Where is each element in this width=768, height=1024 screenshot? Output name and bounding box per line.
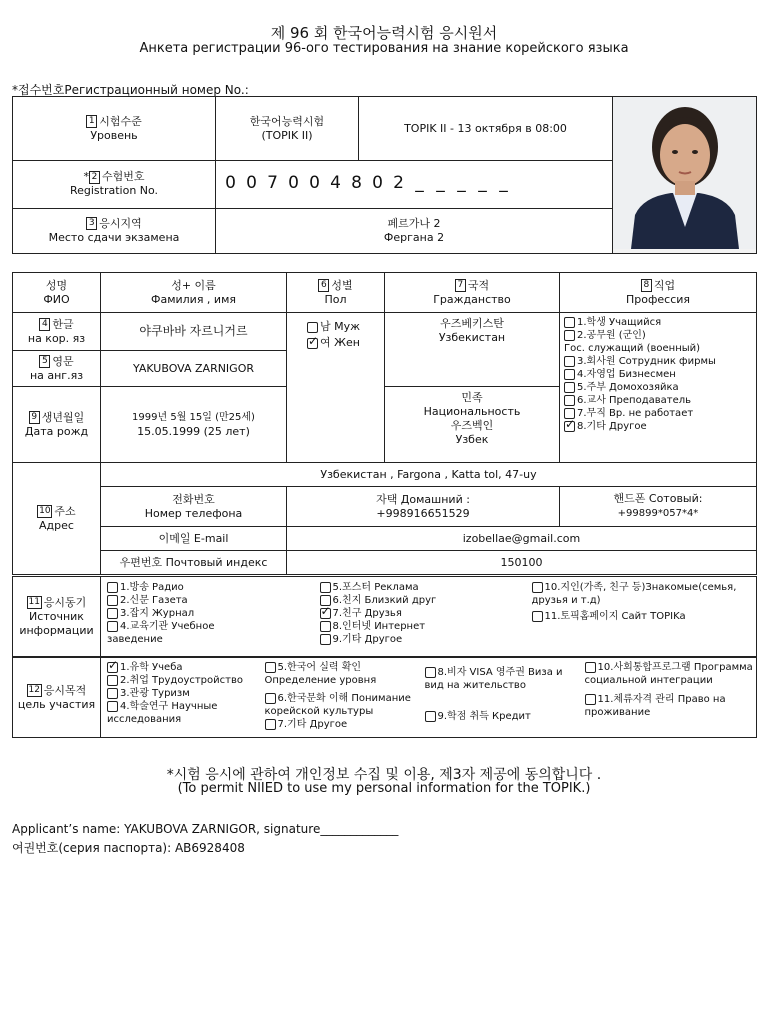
phone-label-ru: Номер телефона <box>144 506 243 520</box>
field-number: 9 <box>29 411 40 424</box>
source-col-3 <box>528 577 757 657</box>
checkbox-icon[interactable] <box>107 582 118 593</box>
source-header <box>13 577 101 657</box>
checkbox-icon[interactable] <box>564 317 575 328</box>
purpose-label: 7.기타 Другое <box>277 719 348 730</box>
source-label: 5.포스터 Реклама <box>332 582 419 593</box>
source-option-newspaper[interactable] <box>107 594 314 607</box>
job-label: 7.무직 Вр. не работает <box>577 408 694 419</box>
postal-label: 우편번호 Почтовый индекс <box>119 555 268 569</box>
place-value-cell <box>216 208 613 253</box>
field-number: 6 <box>318 279 329 292</box>
source-option-internet[interactable] <box>320 620 528 633</box>
checkbox-icon[interactable] <box>564 330 575 341</box>
address-header <box>13 463 101 575</box>
checkbox-checked-icon[interactable] <box>307 338 318 349</box>
purpose-option-credit[interactable] <box>425 710 581 723</box>
place-label-ko: 응시지역 <box>99 216 142 230</box>
korean-name-label-ru: на кор. яз <box>27 331 86 345</box>
dob-label-ru: Дата рожд <box>24 424 89 438</box>
fio-header-ru: Фамилия , имя <box>150 292 236 306</box>
english-name-text: YAKUBOVA ZARNIGOR <box>132 361 255 375</box>
sex-options-cell <box>287 313 385 463</box>
address-label-ko: 주소 <box>54 504 76 518</box>
ethnicity-value-ru: Узбек <box>455 433 489 446</box>
email-label: 이메일 E-mail <box>158 531 229 545</box>
purpose-option-culture[interactable] <box>265 692 421 718</box>
purpose-option-research[interactable] <box>107 700 261 726</box>
level-label-ru: Уровень <box>90 128 138 142</box>
job-options-cell <box>560 313 757 463</box>
checkbox-icon[interactable] <box>532 582 543 593</box>
checkbox-icon[interactable] <box>107 595 118 606</box>
job-option-official[interactable] <box>564 329 754 342</box>
mobile-phone-label: 핸드폰 Сотовый: <box>613 492 703 505</box>
job-option-unemployed[interactable] <box>564 407 754 420</box>
applicant-name-signature: Applicant’s name: YAKUBOVA ZARNIGOR, signature_____________ <box>12 822 399 836</box>
digit: _ <box>499 173 508 194</box>
source-option-topik-site[interactable] <box>532 610 753 623</box>
source-option-other[interactable] <box>320 633 528 646</box>
place-label-ru: Место сдачи экзамена <box>48 230 180 244</box>
personal-info-table <box>12 272 757 575</box>
checkbox-checked-icon[interactable] <box>107 662 118 673</box>
sex-female-label: 여 Жен <box>320 336 360 349</box>
registration-label-ko: 수험번호 <box>101 170 145 184</box>
dob-label-ko: 생년월일 <box>41 410 85 424</box>
purpose-col-4 <box>581 658 757 738</box>
purpose-option-other[interactable] <box>265 718 421 731</box>
source-label: 1.방송 Радио <box>120 582 184 593</box>
name-header-ko: 성명 <box>45 278 68 292</box>
english-name-label-ko: 영문 <box>52 354 74 368</box>
email-value <box>287 527 757 551</box>
source-label: 7.친구 Друзья <box>332 608 402 619</box>
checkbox-icon[interactable] <box>320 634 331 645</box>
purpose-col-2 <box>261 658 421 738</box>
purpose-label: 5.한국어 실력 확인 Определение уровня <box>264 662 377 686</box>
sex-header-cell <box>287 273 385 313</box>
source-label: 10.지인(가족, 친구 등)Знакомые(семья, друзья и т.д) <box>531 582 737 606</box>
source-option-radio[interactable] <box>107 581 314 594</box>
purpose-label: 2.취업 Трудоустройство <box>120 675 243 686</box>
job-option-student[interactable] <box>564 316 754 329</box>
job-label: 8.기타 Другое <box>577 421 647 432</box>
name-header-cell <box>13 273 101 313</box>
source-label-ru2: информации <box>19 623 94 637</box>
job-option-other[interactable] <box>564 420 754 433</box>
nationality-value-ru: Узбекистан <box>438 331 506 344</box>
job-label: 1.학생 Учащийся <box>577 317 662 328</box>
exam-date: TOPIK II - 13 октября в 08:00 <box>404 121 567 135</box>
checkbox-icon[interactable] <box>265 693 276 704</box>
postal-text: 150100 <box>500 555 543 569</box>
checkbox-icon[interactable] <box>564 369 575 380</box>
nationality-header-ko: 국적 <box>467 278 490 292</box>
postal-value <box>287 551 757 575</box>
ethnicity-label-ko: 민족 <box>461 391 483 404</box>
level-value-en: (TOPIK II) <box>261 128 313 142</box>
checkbox-icon[interactable] <box>107 608 118 619</box>
digit: 4 <box>330 173 341 194</box>
checkbox-icon[interactable] <box>307 322 318 333</box>
email-header <box>101 527 287 551</box>
source-label-ko: 응시동기 <box>43 595 87 609</box>
dob-value-ru: 15.05.1999 (25 лет) <box>137 425 250 438</box>
dob-header <box>13 387 101 463</box>
english-name-label-ru: на анг.яз <box>29 368 84 382</box>
checkbox-icon[interactable] <box>107 621 118 632</box>
checkbox-icon[interactable] <box>107 675 118 686</box>
nationality-header-cell <box>385 273 560 313</box>
job-option-official-ru <box>564 342 754 355</box>
level-label-ko: 시험수준 <box>99 114 142 128</box>
purpose-label-ko: 응시목적 <box>43 683 87 697</box>
sex-male-label: 남 Муж <box>320 320 361 333</box>
checkbox-checked-icon[interactable] <box>564 421 575 432</box>
korean-name-label-ko: 한글 <box>52 317 74 331</box>
purpose-option-employment[interactable] <box>107 674 261 687</box>
checkbox-icon[interactable] <box>265 662 276 673</box>
place-value-ru: Фергана 2 <box>383 230 445 244</box>
field-number: 1 <box>86 115 97 128</box>
checkbox-icon[interactable] <box>532 611 543 622</box>
source-label: заведение <box>107 634 163 645</box>
source-label: 8.인터넷 Интернет <box>332 621 426 632</box>
name-header-ru: ФИО <box>43 292 70 306</box>
field-number: 11 <box>28 597 40 607</box>
dob-value-ko: 1999년 5월 15일 (만25세) <box>132 412 255 423</box>
checkbox-icon[interactable] <box>585 694 596 705</box>
purpose-label-ru: цель участия <box>17 697 96 711</box>
job-label: 3.회사원 Сотрудник фирмы <box>577 356 716 367</box>
checkbox-icon[interactable] <box>425 667 436 678</box>
checkbox-icon[interactable] <box>564 395 575 406</box>
sex-option-male[interactable] <box>307 319 384 335</box>
field-number: 3 <box>86 217 97 230</box>
job-option-housewife[interactable] <box>564 381 754 394</box>
english-name-value <box>101 351 287 387</box>
ethnicity-label-ru: Национальность <box>423 405 521 418</box>
source-col-2 <box>314 577 528 657</box>
checkbox-icon[interactable] <box>320 582 331 593</box>
source-label: 2.신문 Газета <box>120 595 188 606</box>
source-option-institution-cont <box>107 633 314 646</box>
purpose-label: 3.관광 Туризм <box>120 688 190 699</box>
source-label: 6.친지 Близкий друг <box>332 595 437 606</box>
level-value-cell <box>216 97 359 161</box>
checkbox-icon[interactable] <box>320 621 331 632</box>
applicant-photo-image <box>613 97 756 249</box>
passport-number: 여권번호(серия паспорта): AB6928408 <box>12 841 245 855</box>
digit: 2 <box>393 173 404 194</box>
job-option-business[interactable] <box>564 368 754 381</box>
checkbox-icon[interactable] <box>107 688 118 699</box>
purpose-col-1 <box>101 658 261 738</box>
field-number: 7 <box>455 279 466 292</box>
sex-header-ko: 성별 <box>331 278 353 292</box>
consent-korean: *시험 응시에 관하여 개인정보 수집 및 이용, 제3자 제공에 동의합니다 . <box>166 767 602 783</box>
checkbox-icon[interactable] <box>265 719 276 730</box>
purpose-label: 9.학점 취득 Кредит <box>437 711 531 722</box>
purpose-option-integration[interactable] <box>585 661 755 687</box>
address-value <box>101 463 757 487</box>
purpose-table <box>12 657 757 738</box>
purpose-label: 10.사회통합프로그램 Программа социальной интеграции <box>584 662 753 686</box>
registration-number-digits <box>216 161 613 209</box>
job-option-teacher[interactable] <box>564 394 754 407</box>
place-value-ko: 페르가나 2 <box>387 216 441 230</box>
checkbox-checked-icon[interactable] <box>320 608 331 619</box>
job-label: 4.자영업 Бизнесмен <box>577 369 676 380</box>
sex-header-ru: Пол <box>324 292 347 306</box>
job-label: Гос. служащий (военный) <box>564 343 701 354</box>
source-table <box>12 576 757 657</box>
checkbox-icon[interactable] <box>425 711 436 722</box>
korean-name-header <box>13 313 101 351</box>
korean-name-value <box>101 313 287 351</box>
nationality-value-ko: 우즈베키스탄 <box>440 317 504 330</box>
form-title-korean: 제 96 회 한국어능력시험 응시원서 <box>270 24 498 42</box>
job-option-employee[interactable] <box>564 355 754 368</box>
email-text: izobellae@gmail.com <box>462 531 581 545</box>
registration-label-en: Registration No. <box>69 184 159 198</box>
ethnicity-value-ko: 우즈벡인 <box>450 419 494 432</box>
source-option-close-friend[interactable] <box>320 594 528 607</box>
purpose-option-study[interactable] <box>107 661 261 674</box>
source-col-1 <box>101 577 314 657</box>
digit: _ <box>457 173 466 194</box>
ethnicity-cell <box>385 387 560 463</box>
source-option-poster[interactable] <box>320 581 528 594</box>
digit: 8 <box>351 173 362 194</box>
field-number: 4 <box>39 318 50 331</box>
field-number: 2 <box>89 171 100 184</box>
field-number: 8 <box>641 279 652 292</box>
digit: 0 <box>309 173 320 194</box>
source-option-institution[interactable] <box>107 620 314 633</box>
purpose-option-visa[interactable] <box>425 666 581 692</box>
english-name-header <box>13 351 101 387</box>
purpose-label: 6.한국문화 이해 Понимание корейской культуры <box>264 693 411 717</box>
digit: _ <box>436 173 445 194</box>
fio-header-ko: 성+ 이름 <box>171 278 216 292</box>
purpose-label: 11.체류자격 관리 Право на проживание <box>584 694 726 718</box>
job-label: 6.교사 Преподаватель <box>577 395 692 406</box>
home-phone-label: 자택 Домашний : <box>376 492 470 506</box>
phone-header <box>101 487 287 527</box>
purpose-label: 4.학술연구 Научные исследования <box>107 701 218 725</box>
address-text: Узбекистан , Fargona , Katta tol, 47-uy <box>320 467 537 481</box>
source-label: 3.잡지 Журнал <box>120 608 195 619</box>
source-label: 11.토픽홈페이지 Сайт TOPIKa <box>544 611 686 622</box>
job-header-ru: Профессия <box>625 292 691 306</box>
level-header-cell <box>13 97 216 161</box>
postal-header <box>101 551 287 575</box>
purpose-option-tourism[interactable] <box>107 687 261 700</box>
field-number: 10 <box>39 506 51 516</box>
checkbox-icon[interactable] <box>107 701 118 712</box>
mobile-phone-value: +99899*057*4* <box>617 508 699 519</box>
digit: 0 <box>372 173 383 194</box>
applicant-photo <box>613 97 757 254</box>
nationality-value-cell <box>385 313 560 387</box>
job-header-ko: 직업 <box>653 278 676 292</box>
digit: _ <box>415 173 424 194</box>
digit: 0 <box>288 173 299 194</box>
source-option-acquaintances[interactable] <box>532 581 753 607</box>
fio-header-cell <box>101 273 287 313</box>
source-label-ru: Источник <box>29 609 84 623</box>
consent-english: (To permit NIIED to use my personal information for the TOPIK.) <box>177 781 591 796</box>
job-label: 5.주부 Домохозяйка <box>577 382 679 393</box>
address-label-ru: Адрес <box>39 518 74 532</box>
exam-date-cell <box>359 97 613 161</box>
purpose-option-residence[interactable] <box>585 693 755 719</box>
purpose-col-3 <box>421 658 581 738</box>
field-number: 5 <box>39 355 50 368</box>
registration-header-cell: * 2 수험번호 Registration No. <box>13 161 216 209</box>
registration-number-label: *접수번호Регистрационный номер No.: <box>12 83 249 97</box>
home-phone-value: +998916651529 <box>376 506 470 520</box>
purpose-header <box>13 658 101 738</box>
field-number: 12 <box>28 685 40 695</box>
form-title-russian: Анкета регистрации 96-ого тестирования на знание корейского языка <box>139 41 629 56</box>
dob-value <box>101 387 287 463</box>
nationality-header-ru: Гражданство <box>433 292 511 306</box>
job-header-cell <box>560 273 757 313</box>
mobile-phone-cell <box>560 487 757 527</box>
job-label: 2.공무원 (군인) <box>577 330 646 341</box>
source-label: 4.교육기관 Учебное <box>120 621 215 632</box>
purpose-label: 8.비자 VISA 영주권 Виза и вид на жительство <box>424 667 563 691</box>
checkbox-icon[interactable] <box>564 356 575 367</box>
digit: 7 <box>267 173 278 194</box>
korean-name-text: 야쿠바바 자르니거르 <box>139 324 248 338</box>
phone-label-ko: 전화번호 <box>172 492 215 506</box>
purpose-label: 1.유학 Учеба <box>120 662 183 673</box>
sex-option-female[interactable] <box>307 335 384 351</box>
checkbox-icon[interactable] <box>585 662 596 673</box>
purpose-option-level-check[interactable] <box>265 661 421 687</box>
digit: 0 <box>246 173 257 194</box>
exam-info-table <box>12 96 757 254</box>
place-header-cell <box>13 208 216 253</box>
checkbox-icon[interactable] <box>564 382 575 393</box>
digit: _ <box>478 173 487 194</box>
source-option-friends[interactable] <box>320 607 528 620</box>
source-option-magazine[interactable] <box>107 607 314 620</box>
level-value-ko: 한국어능력시험 <box>249 114 325 128</box>
digit: 0 <box>225 173 236 194</box>
source-label: 9.기타 Другое <box>332 634 403 645</box>
home-phone-cell <box>287 487 560 527</box>
